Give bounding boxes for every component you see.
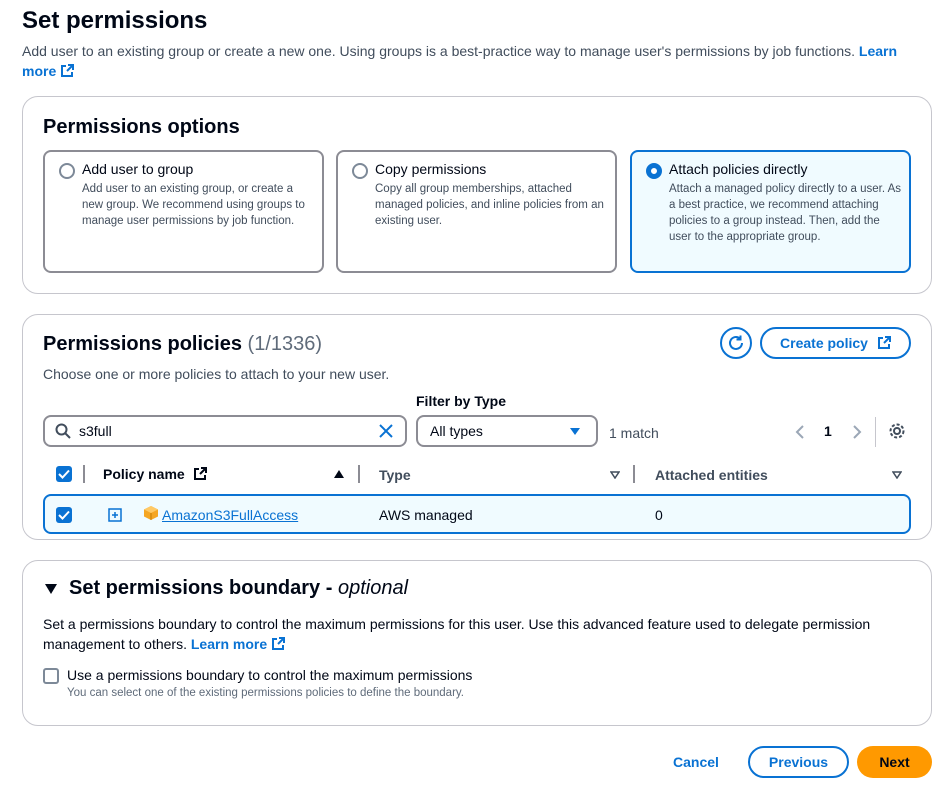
boundary-checkbox-hint: You can select one of the existing permissions policies to define the boundary. (67, 687, 464, 699)
policy-type: AWS managed (379, 507, 473, 523)
boundary-checkbox[interactable] (43, 668, 59, 684)
page-description (22, 41, 922, 81)
page-description-text: Add user to an existing group or create a new one. Using groups is a best-practice way to manage user's permissions by job functions. (22, 43, 855, 59)
filter-type-select[interactable] (416, 415, 598, 447)
sort-ascending-icon[interactable] (334, 470, 344, 478)
boundary-checkbox-label[interactable]: Use a permissions boundary to control the maximum permissions (67, 667, 473, 683)
permissions-options-heading: Permissions options (43, 116, 240, 138)
learn-more-label: Learn more (22, 43, 898, 79)
select-all-checkbox[interactable] (56, 466, 72, 482)
permissions-policies-heading (43, 333, 322, 356)
column-header-attached-entities[interactable]: Attached entities (655, 467, 768, 483)
external-link-icon (193, 467, 207, 481)
option-title: Add user to group (82, 161, 194, 177)
create-policy-button[interactable] (760, 327, 911, 359)
chevron-left-icon[interactable] (795, 425, 805, 439)
boundary-title-optional: optional (337, 577, 409, 599)
external-link-icon (271, 637, 285, 651)
boundary-description-text: Set a permissions boundary to control the maximum permissions for this user. Use this advanced feature used to delegate permission management to others. (43, 616, 871, 652)
create-policy-label: Create policy (780, 335, 868, 351)
refresh-button[interactable] (720, 327, 752, 359)
table-row[interactable] (43, 494, 911, 534)
boundary-learn-more-label: Learn more (190, 636, 268, 652)
policies-subtitle: Choose one or more policies to attach to your new user. (43, 366, 390, 382)
policies-count: (1/1336) (247, 333, 323, 355)
page-number[interactable]: 1 (824, 423, 832, 439)
caret-down-icon[interactable] (45, 584, 57, 594)
page-title: Set permissions (22, 7, 208, 34)
aws-package-icon (143, 505, 159, 521)
row-checkbox[interactable] (56, 507, 72, 523)
option-description: Copy all group memberships, attached managed policies, and inline policies from an existing user. (375, 183, 604, 227)
policies-heading-text: Permissions policies (43, 333, 242, 355)
next-button[interactable]: Next (857, 746, 932, 778)
radio-add-user-to-group[interactable] (59, 163, 75, 179)
filter-by-type-label: Filter by Type (416, 393, 506, 409)
sort-icon[interactable] (892, 471, 902, 479)
search-field[interactable] (43, 415, 407, 447)
match-count: 1 match (609, 425, 659, 441)
option-title: Copy permissions (375, 161, 487, 177)
divider (875, 417, 876, 447)
cancel-button[interactable]: Cancel (673, 754, 719, 770)
permissions-policies-panel (22, 314, 932, 540)
clear-icon[interactable] (379, 424, 393, 438)
attached-entities: 0 (655, 507, 663, 523)
policy-name-link[interactable]: AmazonS3FullAccess (162, 507, 299, 523)
caret-down-icon (570, 428, 580, 435)
refresh-icon (727, 334, 745, 352)
option-description: Attach a managed policy directly to a user. As a best practice, we recommend attaching policies to a group instead. Then, add the user to the appropriate group. (669, 183, 902, 243)
permissions-boundary-panel (22, 560, 932, 726)
check-icon (58, 510, 70, 520)
radio-attach-policies-directly[interactable] (646, 163, 662, 179)
boundary-learn-more-link[interactable] (191, 636, 285, 652)
search-input[interactable] (79, 423, 369, 439)
column-divider (358, 465, 360, 483)
boundary-title-text: Set permissions boundary - (69, 577, 338, 599)
radio-copy-permissions[interactable] (352, 163, 368, 179)
permissions-options-panel (22, 96, 932, 294)
column-divider (633, 465, 635, 483)
option-add-user-to-group[interactable] (43, 150, 324, 273)
column-header-type[interactable]: Type (379, 467, 411, 483)
external-link-icon (60, 64, 74, 78)
boundary-title[interactable] (69, 577, 408, 600)
filter-type-value: All types (430, 423, 483, 439)
chevron-right-icon[interactable] (852, 425, 862, 439)
policy-name-header-label: Policy name (103, 466, 185, 482)
option-title: Attach policies directly (669, 161, 808, 177)
search-icon (55, 423, 71, 439)
boundary-description (43, 614, 913, 654)
option-description: Add user to an existing group, or create a new group. We recommend using groups to manage user permissions by job function. (82, 183, 305, 227)
column-divider (83, 465, 85, 483)
option-copy-permissions[interactable] (336, 150, 617, 273)
expand-icon[interactable] (108, 508, 122, 522)
external-link-icon (877, 336, 891, 350)
sort-icon[interactable] (610, 471, 620, 479)
previous-button[interactable]: Previous (748, 746, 849, 778)
settings-icon[interactable] (888, 422, 906, 440)
column-header-policy-name[interactable] (103, 466, 207, 482)
option-attach-policies-directly[interactable] (630, 150, 911, 273)
check-icon (58, 469, 70, 479)
